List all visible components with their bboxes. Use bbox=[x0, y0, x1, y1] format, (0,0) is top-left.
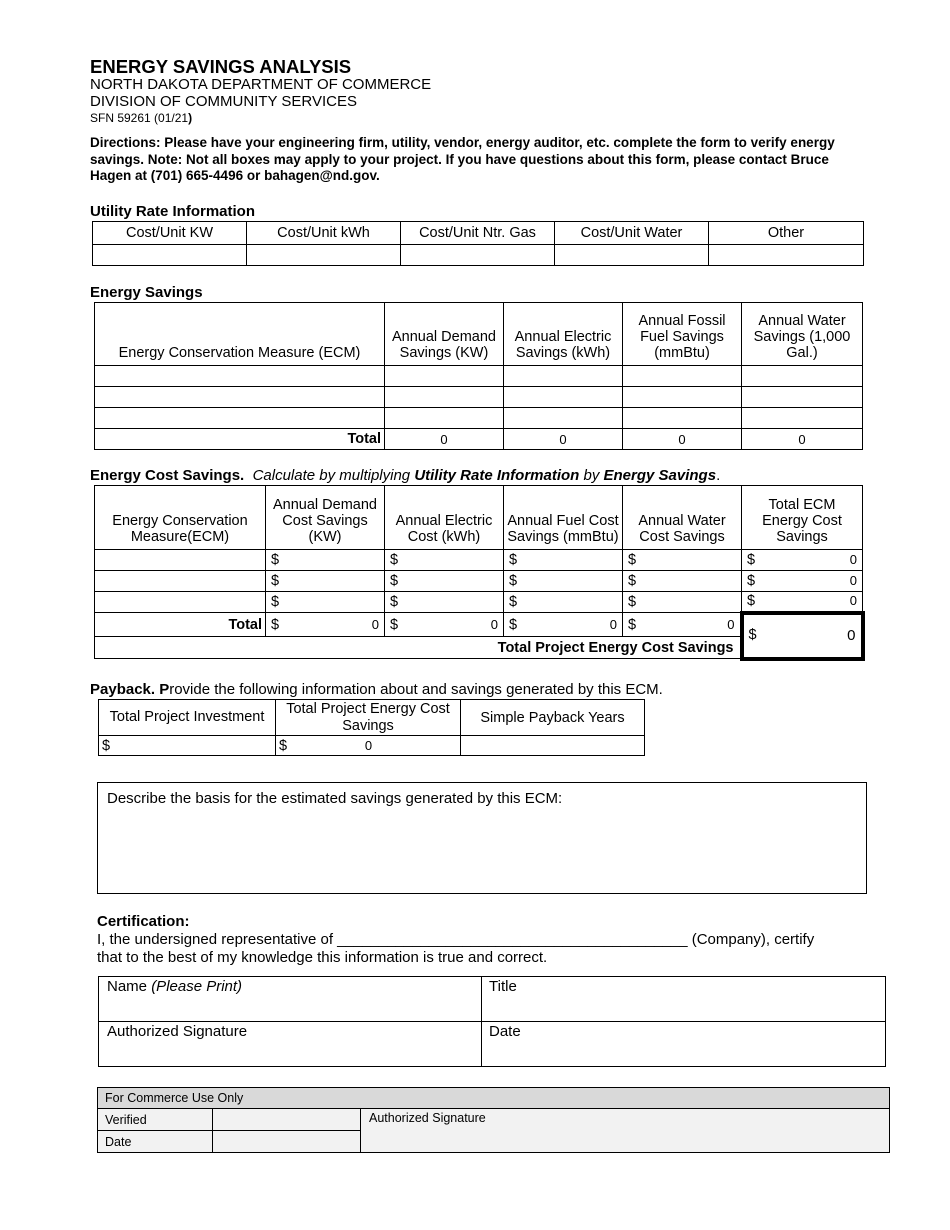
es-demand-input[interactable] bbox=[385, 387, 504, 408]
cs-total-electric bbox=[385, 613, 504, 637]
utility-col-other: Other bbox=[709, 222, 864, 245]
certification-heading: Certification: bbox=[97, 913, 190, 930]
date-label: Date bbox=[489, 1023, 521, 1040]
total-value: 0 bbox=[371, 616, 379, 632]
project-total-box bbox=[742, 613, 863, 659]
table-row bbox=[95, 387, 863, 408]
cs-col-ecm: Energy Conservation Measure(ECM) bbox=[95, 486, 266, 550]
es-total-electric: 0 bbox=[504, 429, 623, 450]
utility-gas-input[interactable] bbox=[401, 245, 555, 266]
certification-line-2: that to the best of my knowledge this information is true and correct. bbox=[97, 949, 548, 966]
cs-fuel-input[interactable] bbox=[504, 571, 623, 592]
cs-col-total: Total ECM Energy Cost Savings bbox=[742, 486, 863, 550]
row-total-value: 0 bbox=[849, 573, 857, 588]
describe-label: Describe the basis for the estimated savings generated by this ECM: bbox=[107, 790, 563, 807]
es-demand-input[interactable] bbox=[385, 366, 504, 387]
cost-savings-sub-3: by bbox=[579, 467, 604, 484]
currency-symbol: $ bbox=[509, 594, 518, 610]
row-total-value: 0 bbox=[849, 593, 857, 609]
utility-water-input[interactable] bbox=[555, 245, 709, 266]
payback-col-savings: Total Project Energy Cost Savings bbox=[276, 700, 461, 736]
cs-total-label: Total bbox=[95, 613, 266, 637]
currency-symbol: $ bbox=[747, 593, 756, 610]
es-fossil-input[interactable] bbox=[623, 366, 742, 387]
es-total-fossil: 0 bbox=[623, 429, 742, 450]
cost-savings-title: Energy Cost Savings. bbox=[90, 467, 245, 484]
row-total-value: 0 bbox=[849, 552, 857, 567]
utility-col-water: Cost/Unit Water bbox=[555, 222, 709, 245]
currency-symbol: $ bbox=[628, 552, 637, 568]
cs-col-water: Annual Water Cost Savings bbox=[623, 486, 742, 550]
es-water-input[interactable] bbox=[742, 387, 863, 408]
cs-col-demand: Annual Demand Cost Savings (KW) bbox=[266, 486, 385, 550]
cost-savings-sub-1: Calculate by multiplying bbox=[252, 467, 415, 484]
cs-electric-input[interactable] bbox=[385, 592, 504, 613]
signature-label: Authorized Signature bbox=[107, 1023, 248, 1040]
currency-symbol: $ bbox=[628, 573, 637, 589]
es-col-demand: Annual Demand Savings (KW) bbox=[385, 303, 504, 366]
currency-symbol: $ bbox=[509, 573, 518, 589]
total-value: 0 bbox=[609, 616, 617, 632]
es-col-electric: Annual Electric Savings (kWh) bbox=[504, 303, 623, 366]
currency-symbol: $ bbox=[271, 594, 280, 610]
table-row bbox=[95, 592, 863, 613]
cs-total-fuel bbox=[504, 613, 623, 637]
cs-total-demand bbox=[266, 613, 385, 637]
verified-input[interactable] bbox=[213, 1109, 361, 1131]
cs-demand-input[interactable] bbox=[266, 592, 385, 613]
commerce-date-input[interactable] bbox=[213, 1131, 361, 1153]
es-water-input[interactable] bbox=[742, 366, 863, 387]
cost-savings-sub-5: . bbox=[716, 467, 721, 484]
utility-col-kwh: Cost/Unit kWh bbox=[247, 222, 401, 245]
es-total-demand: 0 bbox=[385, 429, 504, 450]
payback-years-input[interactable] bbox=[461, 736, 645, 756]
cs-water-input[interactable] bbox=[623, 550, 742, 571]
cs-electric-input[interactable] bbox=[385, 550, 504, 571]
es-ecm-input[interactable] bbox=[95, 408, 385, 429]
total-value: 0 bbox=[490, 616, 498, 632]
es-water-input[interactable] bbox=[742, 408, 863, 429]
form-title: ENERGY SAVINGS ANALYSIS bbox=[90, 56, 352, 77]
signature-field[interactable] bbox=[99, 1022, 482, 1067]
es-col-fossil: Annual Fossil Fuel Savings (mmBtu) bbox=[623, 303, 742, 366]
currency-symbol: $ bbox=[390, 594, 399, 610]
project-total-label: Total Project Energy Cost Savings bbox=[95, 637, 742, 659]
currency-symbol: $ bbox=[747, 573, 756, 589]
es-total-water: 0 bbox=[742, 429, 863, 450]
currency-symbol: $ bbox=[509, 616, 518, 633]
project-total-value: 0 bbox=[847, 627, 856, 644]
currency-symbol: $ bbox=[279, 737, 288, 754]
es-total-row bbox=[95, 429, 863, 450]
cost-savings-sub-4: Energy Savings bbox=[603, 467, 717, 484]
currency-symbol: $ bbox=[390, 552, 399, 568]
currency-symbol: $ bbox=[628, 616, 637, 633]
cs-total-water bbox=[623, 613, 742, 637]
currency-symbol: $ bbox=[747, 552, 756, 568]
cs-row-total bbox=[742, 571, 863, 592]
currency-symbol: $ bbox=[102, 737, 111, 754]
commerce-heading: For Commerce Use Only bbox=[98, 1088, 890, 1109]
payback-heading bbox=[90, 681, 663, 698]
es-ecm-input[interactable] bbox=[95, 387, 385, 408]
payback-text: rovide the following information about and savings generated by this ECM. bbox=[169, 681, 663, 698]
commerce-use-table bbox=[97, 1087, 890, 1153]
currency-symbol: $ bbox=[390, 573, 399, 589]
name-field[interactable] bbox=[99, 977, 482, 1022]
payback-col-years: Simple Payback Years bbox=[461, 700, 645, 736]
title-label: Title bbox=[489, 978, 517, 995]
total-value: 0 bbox=[727, 616, 735, 632]
currency-symbol: $ bbox=[271, 552, 280, 568]
payback-savings bbox=[276, 736, 461, 756]
form-id bbox=[90, 111, 192, 125]
table-row bbox=[95, 571, 863, 592]
currency-symbol: $ bbox=[271, 616, 280, 633]
payback-title: Payback. P bbox=[90, 681, 170, 698]
utility-heading: Utility Rate Information bbox=[90, 203, 256, 220]
es-ecm-input[interactable] bbox=[95, 366, 385, 387]
commerce-date-label: Date bbox=[98, 1131, 213, 1153]
cs-fuel-input[interactable] bbox=[504, 550, 623, 571]
currency-symbol: $ bbox=[628, 594, 637, 610]
table-row bbox=[95, 408, 863, 429]
cs-water-input[interactable] bbox=[623, 571, 742, 592]
division-name: DIVISION OF COMMUNITY SERVICES bbox=[90, 93, 357, 110]
es-fossil-input[interactable] bbox=[623, 387, 742, 408]
cs-row-total bbox=[742, 550, 863, 571]
es-demand-input[interactable] bbox=[385, 408, 504, 429]
energy-savings-table bbox=[94, 302, 863, 450]
cs-row-total bbox=[742, 592, 863, 613]
cs-fuel-input[interactable] bbox=[504, 592, 623, 613]
certification-line-1: I, the undersigned representative of __________________________________________ (Company), certify bbox=[97, 931, 815, 948]
name-label: Name bbox=[107, 978, 152, 995]
payback-table bbox=[98, 699, 645, 756]
utility-kwh-input[interactable] bbox=[247, 245, 401, 266]
es-col-ecm: Energy Conservation Measure (ECM) bbox=[95, 303, 385, 366]
name-hint: (Please Print) bbox=[151, 978, 243, 995]
utility-kw-input[interactable] bbox=[93, 245, 247, 266]
cs-total-row bbox=[95, 613, 863, 637]
commerce-signature-label: Authorized Signature bbox=[369, 1111, 486, 1125]
department-name: NORTH DAKOTA DEPARTMENT OF COMMERCE bbox=[90, 76, 432, 93]
table-row bbox=[95, 550, 863, 571]
es-electric-input[interactable] bbox=[504, 387, 623, 408]
verified-label: Verified bbox=[98, 1109, 213, 1131]
payback-investment-input[interactable] bbox=[99, 736, 276, 756]
es-electric-input[interactable] bbox=[504, 408, 623, 429]
payback-col-investment: Total Project Investment bbox=[99, 700, 276, 736]
cost-savings-heading bbox=[90, 467, 720, 484]
utility-col-gas: Cost/Unit Ntr. Gas bbox=[401, 222, 555, 245]
cs-ecm-input[interactable] bbox=[95, 571, 266, 592]
es-electric-input[interactable] bbox=[504, 366, 623, 387]
table-row bbox=[95, 366, 863, 387]
title-field[interactable] bbox=[482, 977, 886, 1022]
cs-demand-input[interactable] bbox=[266, 571, 385, 592]
cs-col-electric: Annual Electric Cost (kWh) bbox=[385, 486, 504, 550]
form-id-close: ) bbox=[188, 111, 193, 125]
es-total-label: Total bbox=[95, 429, 385, 450]
certification-table bbox=[98, 976, 886, 1067]
utility-other-input[interactable] bbox=[709, 245, 864, 266]
date-field[interactable] bbox=[482, 1022, 886, 1067]
currency-symbol: $ bbox=[509, 552, 518, 568]
commerce-signature-field[interactable] bbox=[361, 1109, 890, 1153]
es-fossil-input[interactable] bbox=[623, 408, 742, 429]
utility-rate-table bbox=[92, 221, 864, 266]
cs-ecm-input[interactable] bbox=[95, 592, 266, 613]
cs-demand-input[interactable] bbox=[266, 550, 385, 571]
describe-box[interactable] bbox=[97, 782, 867, 894]
utility-col-kw: Cost/Unit KW bbox=[93, 222, 247, 245]
directions-text: Directions: Please have your engineering firm, utility, vendor, energy auditor, etc. complete the form to verify energy savings. Note: Not all boxes may apply to your project. If you have questions about this form, please contact Bruce Hagen at (701) 665-4496 or bahagen@nd.gov. bbox=[90, 135, 835, 183]
energy-cost-savings-table bbox=[94, 485, 865, 661]
currency-symbol: $ bbox=[390, 616, 399, 633]
es-col-water: Annual Water Savings (1,000 Gal.) bbox=[742, 303, 863, 366]
currency-symbol: $ bbox=[271, 573, 280, 589]
cost-savings-sub-2: Utility Rate Information bbox=[414, 467, 580, 484]
payback-savings-value: 0 bbox=[364, 737, 373, 753]
cs-water-input[interactable] bbox=[623, 592, 742, 613]
energy-savings-heading: Energy Savings bbox=[90, 284, 203, 301]
currency-symbol: $ bbox=[748, 627, 757, 643]
cs-electric-input[interactable] bbox=[385, 571, 504, 592]
form-id-text: SFN 59261 (01/21 bbox=[90, 111, 189, 125]
cs-col-fuel: Annual Fuel Cost Savings (mmBtu) bbox=[504, 486, 623, 550]
cs-ecm-input[interactable] bbox=[95, 550, 266, 571]
